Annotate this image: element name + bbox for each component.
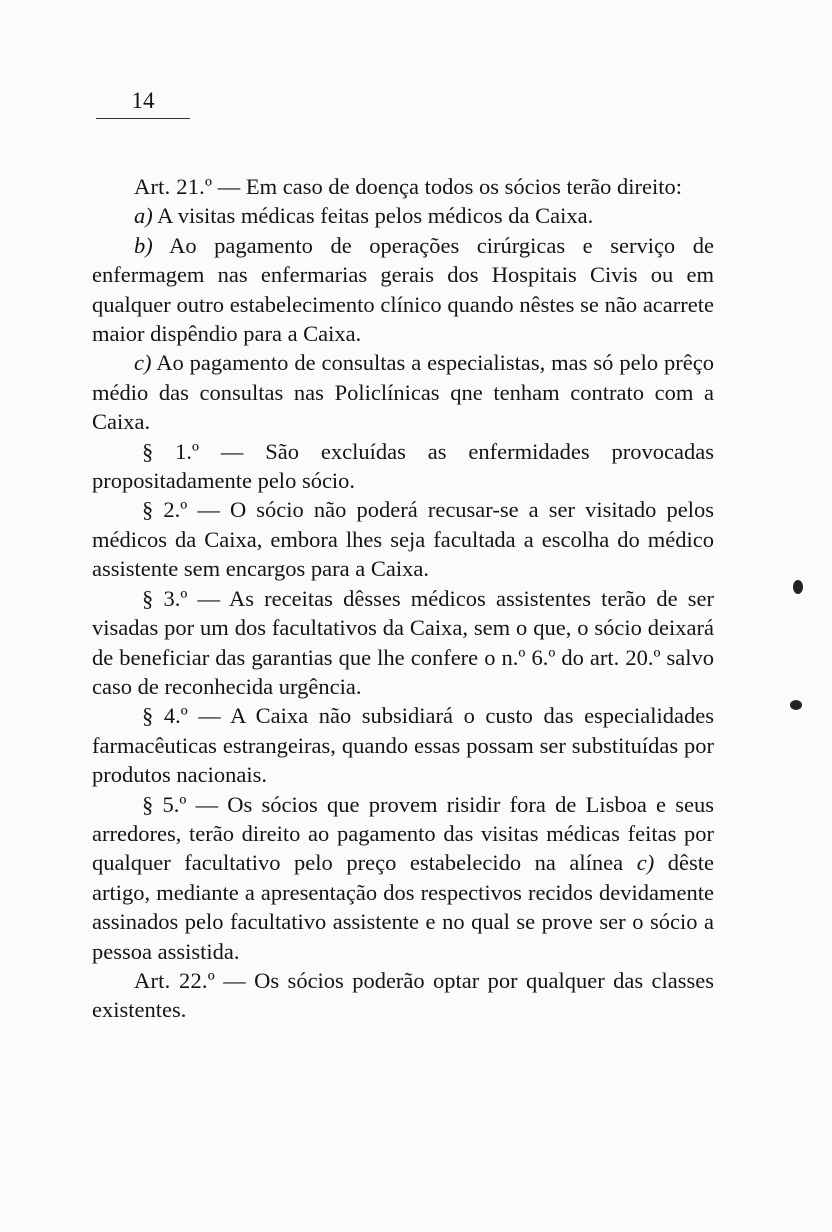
paragraph-2: [92, 495, 714, 583]
item-text: Ao pagamento de operações cirúrgicas e serviço de enfermagem nas enfermarias gerais dos Hospitais Civis ou em qualquer outro estabelecimento clínico quando nêstes se não acarrete maior dispêndio para a Caixa.: [92, 232, 714, 347]
paragraph-text: — O sócio não poderá recusar-se a ser visitado pelos médicos da Caixa, embora lhes seja facultada a escolha do médico assistente sem encargos para a Caixa.: [92, 497, 714, 582]
paragraph-label: § 4.º: [142, 703, 188, 729]
article-text: — Em caso de doença todos os sócios terão direito:: [212, 174, 683, 199]
paragraph-text: — A Caixa não subsidiará o custo das especialidades farmacêuticas estrangeiras, quando essas possam ser substituídas por produtos nacionais.: [92, 703, 714, 788]
paragraph-3: [92, 584, 714, 702]
paragraph-text: — São excluídas as enfermidades provocadas propositadamente pelo sócio.: [92, 438, 714, 494]
article-21-intro: [92, 172, 714, 201]
article-text: — Os sócios poderão optar por qualquer das classes existentes.: [92, 967, 714, 1023]
item-text: A visitas médicas feitas pelos médicos da Caixa.: [152, 203, 594, 229]
paragraph-5: [92, 790, 714, 966]
paragraph-1: [92, 437, 714, 496]
document-body: [92, 172, 714, 1025]
paragraph-text: dêste artigo, mediante a apresentação dos respectivos recidos devidamente assinados pelo facultativo assistente e no qual se prove ser o sócio a pessoa assistida.: [92, 850, 714, 964]
item-letter: b): [134, 232, 153, 258]
item-a: [92, 201, 714, 230]
paragraph-label: § 3.º: [142, 585, 188, 611]
item-c: [92, 348, 714, 436]
paragraph-reference: c): [636, 850, 655, 876]
article-22: [92, 966, 714, 1025]
paragraph-text: — As receitas dêsses médicos assistentes terão de ser visadas por um dos facultativos da Caixa, sem o que, o sócio deixará de beneficiar das garantias que lhe confere o n.º 6.º do art. 20.º salvo caso de reconhecida urgência.: [92, 585, 714, 699]
paragraph-text: — Os sócios que provem risidir fora de Lisboa e seus arredores, terão direito ao pagamento das visitas médicas feitas por qualquer facultativo pelo preço estabelecido na alínea: [92, 791, 714, 876]
paragraph-label: § 1.º: [142, 438, 199, 464]
item-letter: a): [134, 203, 153, 229]
ink-speck: [790, 700, 802, 710]
article-label: Art. 21.º: [134, 174, 213, 199]
item-letter: c): [134, 350, 152, 376]
article-label: Art. 22.º: [134, 967, 215, 993]
paragraph-label: § 2.º: [142, 497, 188, 523]
item-b: [92, 231, 714, 349]
paragraph-label: § 5.º: [142, 791, 187, 817]
paragraph-4: [92, 701, 714, 789]
item-text: Ao pagamento de consultas a especialistas, mas só pelo prêço médio das consultas nas Policlínicas qne tenham contrato com a Caixa.: [92, 350, 714, 435]
ink-speck: [793, 580, 803, 594]
page-number-underline: [96, 118, 190, 119]
page-number: 14: [131, 88, 155, 113]
